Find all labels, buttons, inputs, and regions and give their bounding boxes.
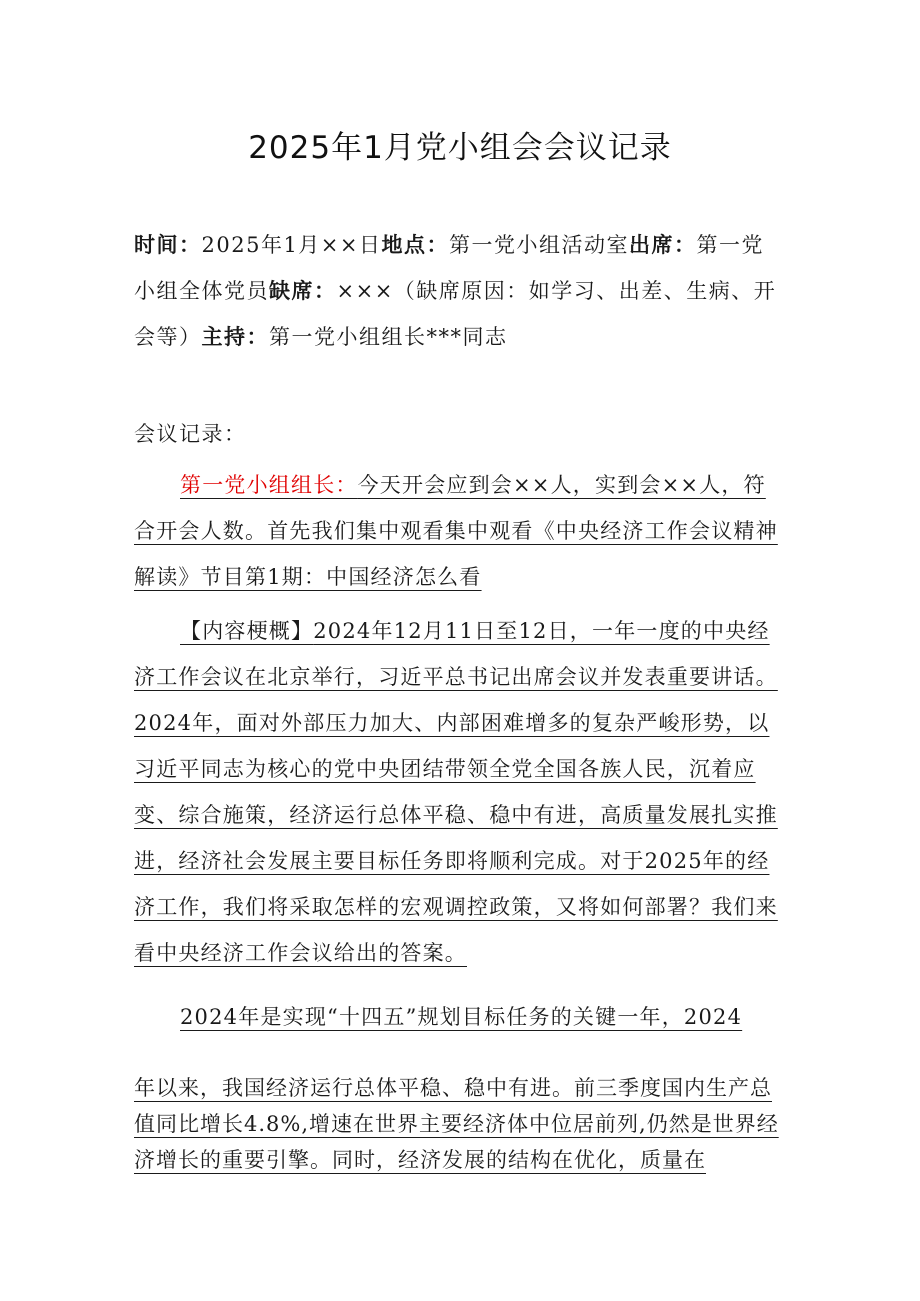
place-value: 第一党小组活动室: [449, 233, 629, 257]
record-heading: 会议记录：: [134, 422, 247, 446]
attend-value: 第一党小组全体党员: [134, 233, 764, 303]
absent-label: 缺席：: [269, 279, 337, 303]
speaker-label: 第一党小组组长：: [180, 473, 358, 497]
host-value: 第一党小组组长***同志: [269, 325, 508, 349]
place-label: 地点：: [381, 233, 449, 257]
attend-label: 出席：: [629, 233, 697, 257]
paragraph-2-text: 2024年12月11日至12日，一年一度的中央经济工作会议在北京举行，习近平总书记出席会议并发表重要讲话。2024年，面对外部压力加大、内部困难增多的复杂严峻形势，以习近平同志为核心的党中央团结带领全党全国各族人民，沉着应变、综合施策，经济运行总体平稳、稳中有进，高质量发展扎实推进，经济社会发展主要目标任务即将顺利完成。对于2025年的经济工作，我们将采取怎样的宏观调控政策，又将如何部署？我们来看中央经济工作会议给出的答案。: [134, 619, 778, 965]
meeting-info: [134, 222, 784, 360]
paragraph-1: [134, 462, 784, 600]
host-label: 主持：: [201, 325, 269, 349]
time-label: 时间：: [134, 233, 202, 257]
paragraph-2: [134, 608, 784, 976]
summary-lead: 【内容梗概】: [180, 619, 314, 643]
paragraph-1-text: 今天开会应到会××人，实到会××人，符合开会人数。首先我们集中观看集中观看《中央经济工作会议精神解读》节目第1期：中国经济怎么看: [134, 473, 778, 589]
document-title: 2025年1月党小组会会议记录: [248, 130, 672, 166]
time-value: 2025年1月××日: [201, 233, 382, 257]
paragraph-4: 年以来，我国经济运行总体平稳、稳中有进。前三季度国内生产总值同比增长4.8%,增速在世界主要经济体中位居前列,仍然是世界经济增长的重要引擎。同时，经济发展的结构在优化，质量在: [134, 1076, 779, 1172]
paragraph-3: 2024年是实现“十四五”规划目标任务的关键一年，2024: [180, 1005, 743, 1029]
absent-value: ×××（缺席原因：如学习、出差、生病、开会等）: [134, 279, 777, 349]
